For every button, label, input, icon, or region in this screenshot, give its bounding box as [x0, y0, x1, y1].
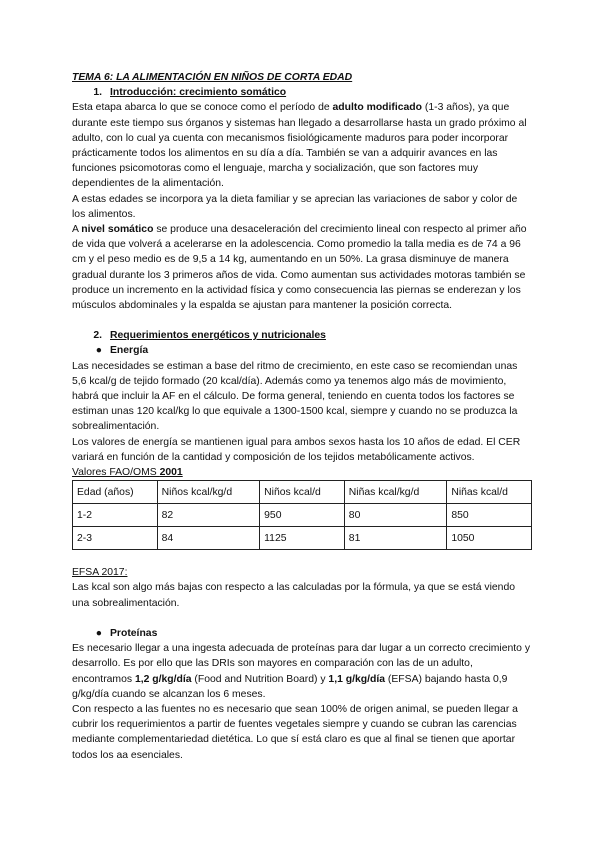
section-1-heading	[72, 85, 532, 100]
spacer	[72, 611, 532, 626]
table-header-cell: Niñas kcal/kg/d	[344, 481, 447, 504]
section-1-title: Introducción: crecimiento somático	[110, 87, 287, 99]
efsa-paragraph: Las kcal son algo más bajas con respecto a las calculadas por la fórmula, ya que se está viendo una sobrealimentación.	[72, 582, 516, 609]
efsa-label: EFSA 2017:	[72, 567, 128, 579]
protein-paragraph-2: Con respecto a las fuentes no es necesario que sean 100% de origen animal, se pueden llegar a cubrir los requerimientos a partir de fuentes vegetales siempre y cuando se cubran las carencias mediante complementariedad dietética. Lo que sí está claro es que al final se tienen que aportar todos los aa esenciales.	[72, 703, 518, 761]
table-cell: 1-2	[73, 504, 158, 527]
text-run: Es necesario llegar a una ingesta adecuada de proteínas para dar lugar a un correcto crecimiento y desarrollo. Es por ello que las DRIs son mayores en comparación con las de un adulto, encontramos	[72, 643, 531, 685]
table-caption-year: 2001	[159, 467, 183, 479]
section-2-heading	[72, 328, 532, 343]
table-cell: 1050	[447, 527, 532, 550]
protein-paragraph-1	[72, 641, 532, 702]
table-cell: 80	[344, 504, 447, 527]
energy-title: Energía	[110, 345, 149, 357]
table-header-cell: Niñas kcal/d	[447, 481, 532, 504]
text-run: (EFSA) bajando hasta 0,9 g/kg/día cuando se alcanzan los 6 meses.	[72, 673, 508, 700]
page-title: TEMA 6: LA ALIMENTACIÓN EN NIÑOS DE CORTA EDAD	[72, 72, 353, 83]
spacer	[72, 550, 532, 565]
table-header-row	[73, 481, 532, 504]
section-1-paragraph-2: A estas edades se incorpora ya la dieta familiar y se aprecian las variaciones de sabor y color de los alimentos.	[72, 193, 518, 220]
text-run: A	[72, 224, 82, 236]
protein-heading	[72, 626, 532, 641]
section-1-number: 1.	[93, 87, 102, 99]
table-header-cell: Niños kcal/d	[260, 481, 345, 504]
bold-term-adulto-modificado: adulto modificado	[332, 102, 423, 114]
bold-value-efsa: 1,1 g/kg/día	[328, 673, 386, 685]
table-caption	[72, 465, 532, 480]
energy-heading	[72, 343, 532, 358]
table-header-cell: Niños kcal/kg/d	[157, 481, 260, 504]
bullet-icon: ●	[95, 345, 102, 357]
section-1-paragraph-1	[72, 100, 532, 191]
document-body	[72, 70, 532, 763]
table-row	[73, 504, 532, 527]
section-1-paragraph-3	[72, 222, 532, 313]
table-cell: 82	[157, 504, 260, 527]
energy-paragraph-1: Las necesidades se estiman a base del ritmo de crecimiento, en este caso se recomiendan unas 5,6 kcal/g de tejido formado (20 kcal/día). Además como ya tenemos algo más de movimiento, habrá que incluir la AF en el cálculo. De forma general, teniendo en cuenta todos los factores se estiman unas 120 kcal/kg lo que equivale a 1300-1500 kcal, siempre y cuando no se produzca la sobrealimentación.	[72, 360, 518, 433]
bold-value-fnb: 1,2 g/kg/día	[134, 673, 192, 685]
table-caption-text: Valores FAO/OMS	[72, 467, 160, 479]
table-cell: 2-3	[73, 527, 158, 550]
spacer	[72, 313, 532, 328]
text-run: se produce una desaceleración del crecimiento lineal con respecto al primer año de vida que volverá a acelerarse en la adolescencia. Como promedio la talla media es de 74 a 96 cm y el peso medio es de 9,5 a 14 kg, aumentando en un 50%. La grasa disminuye de manera gradual durante los 3 primeros años de vida. Como aumentan sus actividades motoras también se produce un incremento en la actividad física y como consecuencia las piernas se enderezan y los músculos abdominales y la espalda se ajustan para mantener la posición correcta.	[72, 224, 527, 312]
protein-title: Proteínas	[110, 627, 158, 639]
bold-term-nivel-somatico: nivel somático	[81, 224, 154, 236]
section-2-title: Requerimientos energéticos y nutricionales	[110, 330, 326, 342]
text-run: (1-3 años), ya que durante este tiempo sus órganos y sistemas han llegado a desarrollarse hasta un grado próximo al adulto, con lo cual ya cuenta con mecanismos fisiológicamente maduros para poder incorporar prácticamente todos los alimentos en su día a día. También se van a adquirir avances en las funciones psicomotoras como el lenguaje, marcha y socialización, que son factores muy dependientes de la alimentación.	[72, 102, 527, 190]
text-run: Esta etapa abarca lo que se conoce como el período de	[72, 102, 333, 114]
text-run: (Food and Nutrition Board) y	[191, 673, 329, 685]
table-cell: 1125	[260, 527, 345, 550]
table-row	[73, 527, 532, 550]
table-cell: 950	[260, 504, 345, 527]
table-cell: 81	[344, 527, 447, 550]
section-2-number: 2.	[93, 330, 102, 342]
bullet-icon: ●	[95, 627, 102, 639]
table-cell: 850	[447, 504, 532, 527]
energy-table	[72, 480, 532, 550]
table-cell: 84	[157, 527, 260, 550]
table-header-cell: Edad (años)	[73, 481, 158, 504]
energy-paragraph-2: Los valores de energía se mantienen igual para ambos sexos hasta los 10 años de edad. El CER variará en función de la cantidad y composición de los tejidos metabólicamente activos.	[72, 436, 521, 463]
